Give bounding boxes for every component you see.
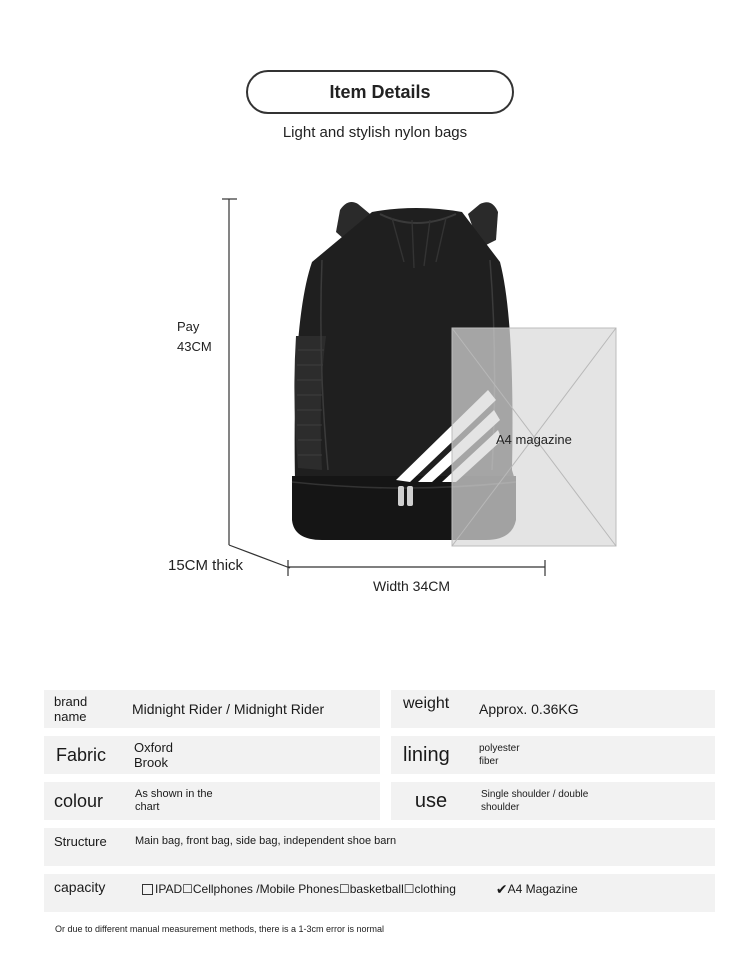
a4-magazine-label: A4 magazine	[496, 432, 572, 447]
spec-key-colour: colour	[44, 782, 124, 820]
height-dimension-line	[222, 199, 237, 545]
measurement-footnote: Or due to different manual measurement methods, there is a 1-3cm error is normal	[55, 924, 384, 934]
spec-key-structure: Structure	[44, 828, 124, 866]
spec-value-fabric: Oxford Brook	[124, 736, 380, 774]
title-pill	[246, 70, 514, 114]
spec-value-capacity: IPAD☐Cellphones /Mobile Phones☐basketball☐clothing ✔ A4 Magazine	[124, 874, 715, 912]
spec-key-fabric: Fabric	[44, 736, 124, 774]
spec-key-use: use	[391, 782, 471, 820]
thickness-label: 15CM thick	[168, 557, 244, 574]
backpack-illustration	[0, 180, 750, 600]
page-title: Item Details	[329, 81, 431, 102]
spec-value-lining: polyester fiber	[471, 736, 715, 774]
width-dimension-line	[288, 560, 545, 576]
spec-value-weight: Approx. 0.36KG	[471, 690, 715, 728]
spec-value-brand: Midnight Rider / Midnight Rider	[124, 690, 380, 728]
spec-key-weight: weight	[391, 690, 471, 728]
spec-value-colour: As shown in the chart	[124, 782, 380, 820]
spec-key-lining: lining	[391, 736, 471, 774]
spec-value-use: Single shoulder / double shoulder	[471, 782, 715, 820]
page-subtitle: Light and stylish nylon bags	[282, 124, 468, 141]
spec-key-brand: brand name	[44, 690, 124, 728]
spec-value-structure: Main bag, front bag, side bag, independent shoe barn	[124, 828, 715, 866]
checkbox-icon	[142, 884, 153, 895]
checkmark-icon: ✔	[495, 880, 508, 897]
height-label: Pay	[177, 319, 200, 334]
spec-key-capacity: capacity	[44, 874, 124, 912]
height-value: 43CM	[177, 339, 212, 354]
width-label: Width 34CM	[373, 578, 451, 594]
